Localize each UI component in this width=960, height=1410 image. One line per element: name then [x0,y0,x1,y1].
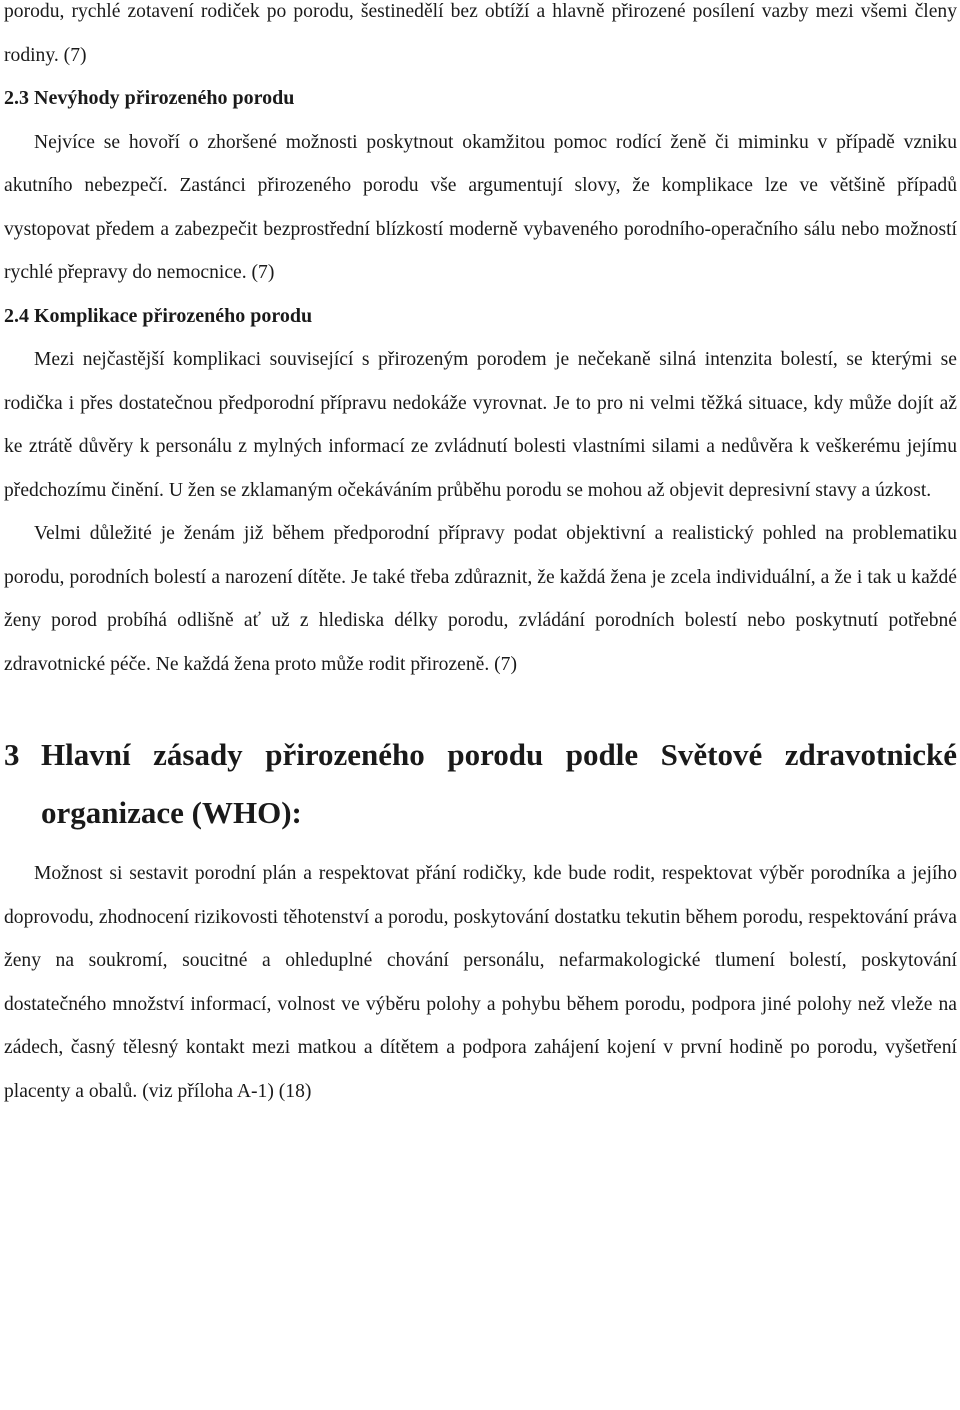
section-heading-2-4: 2.4 Komplikace přirozeného porodu [4,304,313,327]
intro-paragraph: porodu, rychlé zotavení rodiček po porodu, šestinedělí bez obtíží a hlavně přirozené posílení vazby mezi všemi členy rodiny. (7) [4,1,957,66]
chapter-number: 3 [4,737,20,772]
chapter-3-paragraph: Možnost si sestavit porodní plán a respektovat přání rodičky, kde bude rodit, respektovat výběr porodníka a jejího doprovodu, zhodnocení rizikovosti těhotenství a porodu, poskytování dostatku tekutin během porodu, respektování práva ženy na soukromí, soucitné a ohleduplné chování personálu, nefarmakologické tlumení bolestí, poskytování dostatečného množství informací, volnost ve výběru polohy a pohybu během porodu, podpora jiné polohy než vleže na zádech, časný tělesný kontakt mezi matkou a dítětem a podpora zahájení kojení v první hodině po porodu, vyšetření placenty a obalů. (viz příloha A-1) (18) [4,863,957,1102]
chapter-heading-3 [4,726,957,842]
section-2-4-paragraph-1: Mezi nejčastější komplikaci související s přirozeným porodem je nečekaně silná intenzita bolestí, se kterými se rodička i přes dostatečnou předporodní přípravu nedokáže vyrovnat. Je to pro ni velmi těžká situace, kdy může dojít až ke ztrátě důvěry k personálu z mylných informací ze zvládnutí bolesti vlastními silami a nedůvěra k veškerému jejímu předchozímu činění. U žen se zklamaným očekáváním průběhu porodu se mohou až objevit depresivní stavy a úzkost. [4,349,957,501]
section-2-3-paragraph: Nejvíce se hovoří o zhoršené možnosti poskytnout okamžitou pomoc rodící ženě či miminku v případě vzniku akutního nebezpečí. Zastánci přirozeného porodu vše argumentují slovy, že komplikace lze ve většině případů vystopovat předem a zabezpečit bezprostřední blízkostí moderně vybaveného porodního-operačního sálu nebo možností rychlé přepravy do nemocnice. (7) [4,131,957,283]
chapter-title: Hlavní zásady přirozeného porodu podle Světové zdravotnické organizace (WHO): [41,737,957,830]
section-heading-2-3: 2.3 Nevýhody přirozeného porodu [4,87,295,109]
section-2-4-paragraph-2: Velmi důležité je ženám již během předporodní přípravy podat objektivní a realistický pohled na problematiku porodu, porodních bolestí a narození dítěte. Je také třeba zdůraznit, že každá žena je zcela individuální, a že i tak u každé ženy porod probíhá odlišně ať už z hlediska délky porodu, zvládání porodních bolestí nebo poskytnutí potřebné zdravotnické péče. Ne každá žena proto může rodit přirozeně. (7) [4,523,957,675]
